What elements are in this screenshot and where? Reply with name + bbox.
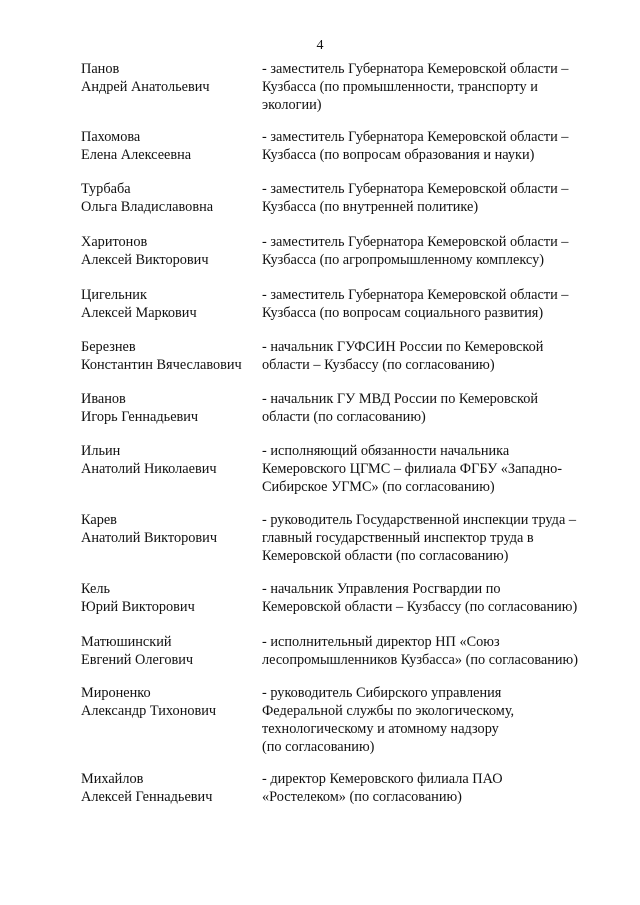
member-role-line: (по согласованию) [262, 739, 375, 755]
member-name [81, 286, 256, 322]
member-name [81, 770, 256, 806]
member-role-line: - начальник Управления Росгвардии по [262, 581, 501, 597]
member-role-line: области (по согласованию) [262, 409, 426, 425]
member-role [262, 580, 610, 616]
member-role-line: - заместитель Губернатора Кемеровской области – [262, 234, 569, 250]
member-role-line: - руководитель Сибирского управления [262, 685, 502, 701]
member-surname: Мироненко [81, 685, 151, 701]
member-given-names: Алексей Викторович [81, 252, 209, 268]
member-given-names: Алексей Маркович [81, 305, 197, 321]
member-name [81, 128, 256, 164]
member-role-line: Кемеровской области – Кузбассу (по согласованию) [262, 599, 578, 615]
member-role-line: «Ростелеком» (по согласованию) [262, 789, 462, 805]
member-name [81, 511, 256, 547]
member-role-line: технологическому и атомному надзору [262, 721, 499, 737]
member-role [262, 338, 610, 374]
member-name [81, 390, 256, 426]
member-name [81, 442, 256, 478]
member-role-line: Кузбасса (по вопросам образования и науки) [262, 147, 535, 163]
member-given-names: Елена Алексеевна [81, 147, 192, 163]
member-role-line: - заместитель Губернатора Кемеровской области – [262, 181, 569, 197]
member-surname: Матюшинский [81, 634, 172, 650]
member-role-line: - заместитель Губернатора Кемеровской области – [262, 61, 569, 77]
page-number: 4 [316, 38, 324, 53]
member-role-line: Кузбасса (по агропромышленному комплексу) [262, 252, 544, 268]
member-role-line: Кемеровской области (по согласованию) [262, 548, 509, 564]
member-role-line: Кузбасса (по вопросам социального развития) [262, 305, 544, 321]
member-given-names: Евгений Олегович [81, 652, 194, 668]
member-role-line: Федеральной службы по экологическому, [262, 703, 515, 719]
member-role [262, 233, 610, 269]
member-given-names: Андрей Анатольевич [81, 79, 210, 95]
member-given-names: Анатолий Викторович [81, 530, 218, 546]
member-given-names: Игорь Геннадьевич [81, 409, 199, 425]
member-role [262, 770, 610, 806]
member-surname: Иванов [81, 391, 126, 407]
member-name [81, 233, 256, 269]
member-name [81, 180, 256, 216]
member-given-names: Ольга Владиславовна [81, 199, 214, 215]
member-role-line: - заместитель Губернатора Кемеровской области – [262, 129, 569, 145]
member-role [262, 633, 610, 669]
member-name [81, 580, 256, 616]
member-role-line: главный государственный инспектор труда в [262, 530, 534, 546]
member-role-line: - начальник ГУФСИН России по Кемеровской [262, 339, 544, 355]
member-role [262, 128, 610, 164]
member-role [262, 180, 610, 216]
member-name [81, 633, 256, 669]
member-role-line: области – Кузбассу (по согласованию) [262, 357, 495, 373]
member-role-line: - начальник ГУ МВД России по Кемеровской [262, 391, 538, 407]
member-given-names: Константин Вячеславович [81, 357, 242, 373]
member-surname: Михайлов [81, 771, 144, 787]
member-surname: Березнев [81, 339, 136, 355]
member-name [81, 338, 256, 374]
member-role [262, 511, 610, 565]
member-given-names: Алексей Геннадьевич [81, 789, 213, 805]
member-surname: Пахомова [81, 129, 141, 145]
member-role [262, 286, 610, 322]
member-role [262, 390, 610, 426]
member-name [81, 60, 256, 96]
member-role-line: - исполняющий обязанности начальника [262, 443, 510, 459]
member-role-line: Кузбасса (по внутренней политике) [262, 199, 479, 215]
member-role-line: - заместитель Губернатора Кемеровской области – [262, 287, 569, 303]
member-role-line: - исполнительный директор НП «Союз [262, 634, 500, 650]
member-given-names: Анатолий Николаевич [81, 461, 217, 477]
member-role-line: Сибирское УГМС» (по согласованию) [262, 479, 495, 495]
member-role [262, 60, 610, 114]
member-role-line: лесопромышленников Кузбасса» (по согласованию) [262, 652, 578, 668]
member-role [262, 442, 610, 496]
member-surname: Ильин [81, 443, 121, 459]
member-role [262, 684, 610, 756]
member-role-line: - руководитель Государственной инспекции труда – [262, 512, 577, 528]
member-surname: Турбаба [81, 181, 131, 197]
member-name [81, 684, 256, 720]
member-role-line: Кемеровского ЦГМС – филиала ФГБУ «Западно- [262, 461, 563, 477]
member-given-names: Юрий Викторович [81, 599, 195, 615]
member-role-line: экологии) [262, 97, 322, 113]
member-surname: Цигельник [81, 287, 147, 303]
member-surname: Карев [81, 512, 117, 528]
member-role-line: Кузбасса (по промышленности, транспорту и [262, 79, 538, 95]
member-surname: Кель [81, 581, 110, 597]
member-surname: Панов [81, 61, 120, 77]
member-role-line: - директор Кемеровского филиала ПАО [262, 771, 503, 787]
member-given-names: Александр Тихонович [81, 703, 217, 719]
member-surname: Харитонов [81, 234, 148, 250]
